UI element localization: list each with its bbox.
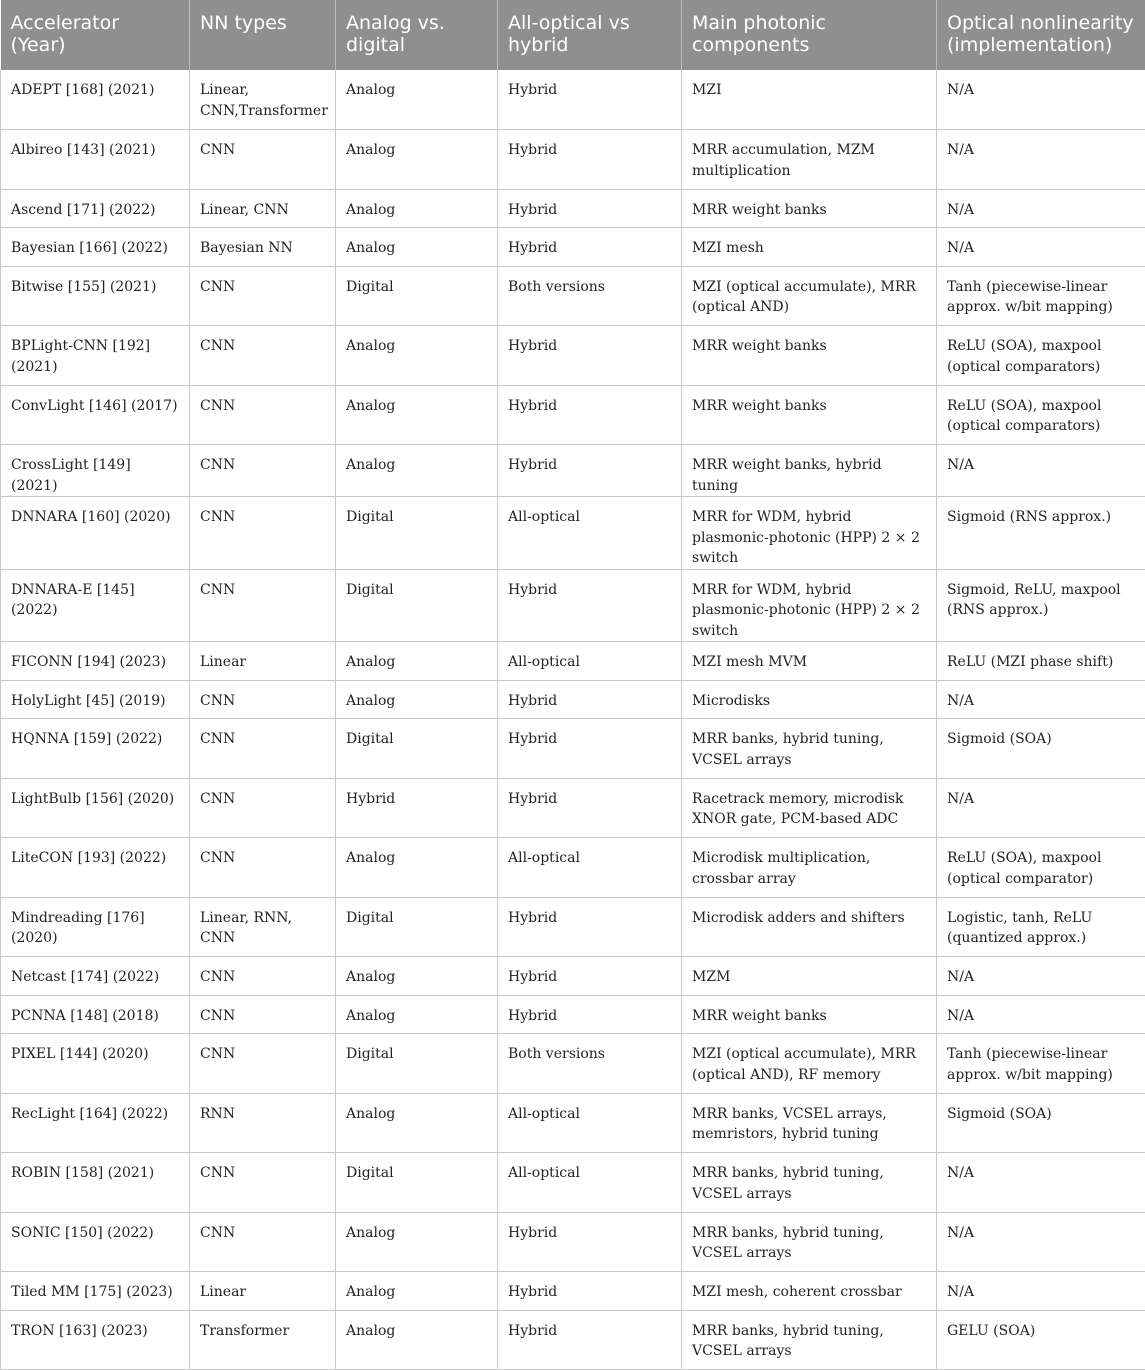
cell-nonlinearity: ReLU (SOA), maxpool (optical comparator): [937, 838, 1145, 898]
cell-analog-digital: Analog: [336, 1093, 498, 1153]
cell-photonic-components: Microdisk multiplication, crossbar array: [682, 838, 937, 898]
table-row: [1, 1093, 1145, 1153]
cell-analog-digital: Analog: [336, 385, 498, 445]
cell-photonic-components: MRR weight banks, hybrid tuning: [682, 445, 937, 497]
cell-nonlinearity: Logistic, tanh, ReLU (quantized approx.): [937, 897, 1145, 957]
cell-analog-digital: Analog: [336, 326, 498, 386]
cell-analog-digital: Digital: [336, 719, 498, 779]
cell-nn-types: Transformer: [190, 1310, 336, 1370]
cell-photonic-components: MZI mesh MVM: [682, 642, 937, 681]
cell-photonic-components: Racetrack memory, microdisk XNOR gate, PCM-based ADC: [682, 778, 937, 838]
cell-photonic-components: MRR for WDM, hybrid plasmonic-photonic (HPP) 2 × 2 switch: [682, 497, 937, 570]
table-row: [1, 1212, 1145, 1272]
cell-analog-digital: Digital: [336, 569, 498, 642]
cell-accelerator: DNNARA-E [145] (2022): [1, 569, 190, 642]
table-row: [1, 189, 1145, 228]
cell-accelerator: DNNARA [160] (2020): [1, 497, 190, 570]
cell-nonlinearity: N/A: [937, 70, 1145, 130]
cell-optical-hybrid: Hybrid: [498, 957, 682, 996]
header-photonic-components: Main photonic components: [682, 0, 937, 70]
cell-nonlinearity: N/A: [937, 1153, 1145, 1213]
cell-optical-hybrid: Hybrid: [498, 1272, 682, 1311]
cell-analog-digital: Analog: [336, 838, 498, 898]
cell-analog-digital: Digital: [336, 497, 498, 570]
cell-analog-digital: Analog: [336, 642, 498, 681]
cell-photonic-components: Microdisk adders and shifters: [682, 897, 937, 957]
cell-accelerator: RecLight [164] (2022): [1, 1093, 190, 1153]
cell-optical-hybrid: Hybrid: [498, 1310, 682, 1370]
cell-analog-digital: Analog: [336, 130, 498, 190]
cell-photonic-components: MRR weight banks: [682, 385, 937, 445]
cell-optical-hybrid: Hybrid: [498, 445, 682, 497]
cell-optical-hybrid: All-optical: [498, 642, 682, 681]
cell-optical-hybrid: Hybrid: [498, 228, 682, 267]
cell-accelerator: PCNNA [148] (2018): [1, 995, 190, 1034]
cell-accelerator: Mindreading [176] (2020): [1, 897, 190, 957]
cell-photonic-components: MRR banks, hybrid tuning, VCSEL arrays: [682, 1212, 937, 1272]
table-row: [1, 719, 1145, 779]
table-row: [1, 642, 1145, 681]
cell-nn-types: CNN: [190, 995, 336, 1034]
cell-accelerator: Albireo [143] (2021): [1, 130, 190, 190]
cell-nonlinearity: GELU (SOA): [937, 1310, 1145, 1370]
cell-nonlinearity: N/A: [937, 228, 1145, 267]
cell-analog-digital: Analog: [336, 189, 498, 228]
cell-photonic-components: MZI mesh, coherent crossbar: [682, 1272, 937, 1311]
cell-analog-digital: Analog: [336, 1212, 498, 1272]
cell-photonic-components: MZI (optical accumulate), MRR (optical AND), RF memory: [682, 1034, 937, 1094]
cell-analog-digital: Analog: [336, 1310, 498, 1370]
cell-accelerator: HQNNA [159] (2022): [1, 719, 190, 779]
cell-nonlinearity: Tanh (piecewise-linear approx. w/bit mapping): [937, 266, 1145, 326]
cell-accelerator: Bayesian [166] (2022): [1, 228, 190, 267]
cell-nn-types: RNN: [190, 1093, 336, 1153]
table-row: [1, 569, 1145, 642]
cell-nonlinearity: N/A: [937, 189, 1145, 228]
table-row: [1, 838, 1145, 898]
cell-optical-hybrid: All-optical: [498, 1153, 682, 1213]
table-row: [1, 1034, 1145, 1094]
table-row: [1, 385, 1145, 445]
cell-accelerator: LiteCON [193] (2022): [1, 838, 190, 898]
header-nonlinearity: Optical nonlinearity (implementation): [937, 0, 1145, 70]
cell-analog-digital: Analog: [336, 1272, 498, 1311]
cell-nn-types: Linear: [190, 642, 336, 681]
cell-accelerator: Tiled MM [175] (2023): [1, 1272, 190, 1311]
header-accelerator: Accelerator (Year): [1, 0, 190, 70]
cell-nn-types: CNN: [190, 130, 336, 190]
table-row: [1, 130, 1145, 190]
cell-photonic-components: MZI mesh: [682, 228, 937, 267]
table-row: [1, 897, 1145, 957]
cell-analog-digital: Digital: [336, 897, 498, 957]
cell-optical-hybrid: Hybrid: [498, 189, 682, 228]
cell-nonlinearity: N/A: [937, 957, 1145, 996]
cell-nn-types: Linear, CNN,Transformer: [190, 70, 336, 130]
cell-optical-hybrid: Hybrid: [498, 897, 682, 957]
cell-nn-types: CNN: [190, 680, 336, 719]
cell-accelerator: Netcast [174] (2022): [1, 957, 190, 996]
cell-nonlinearity: N/A: [937, 1272, 1145, 1311]
cell-optical-hybrid: Both versions: [498, 266, 682, 326]
cell-optical-hybrid: Hybrid: [498, 995, 682, 1034]
cell-nn-types: Linear: [190, 1272, 336, 1311]
cell-nonlinearity: N/A: [937, 130, 1145, 190]
cell-optical-hybrid: All-optical: [498, 497, 682, 570]
cell-optical-hybrid: Hybrid: [498, 680, 682, 719]
cell-photonic-components: Microdisks: [682, 680, 937, 719]
table-header: [1, 0, 1145, 70]
cell-photonic-components: MRR banks, hybrid tuning, VCSEL arrays: [682, 1310, 937, 1370]
table-row: [1, 1310, 1145, 1370]
cell-photonic-components: MRR for WDM, hybrid plasmonic-photonic (HPP) 2 × 2 switch: [682, 569, 937, 642]
cell-analog-digital: Analog: [336, 445, 498, 497]
cell-photonic-components: MZI (optical accumulate), MRR (optical AND): [682, 266, 937, 326]
cell-nonlinearity: ReLU (SOA), maxpool (optical comparators): [937, 326, 1145, 386]
table-row: [1, 326, 1145, 386]
cell-photonic-components: MRR accumulation, MZM multiplication: [682, 130, 937, 190]
cell-optical-hybrid: Hybrid: [498, 130, 682, 190]
cell-nn-types: CNN: [190, 445, 336, 497]
table-row: [1, 1153, 1145, 1213]
cell-nn-types: CNN: [190, 957, 336, 996]
cell-optical-hybrid: Hybrid: [498, 569, 682, 642]
cell-accelerator: Bitwise [155] (2021): [1, 266, 190, 326]
header-analog-digital: Analog vs. digital: [336, 0, 498, 70]
cell-photonic-components: MZI: [682, 70, 937, 130]
table-body: [1, 70, 1145, 1370]
cell-optical-hybrid: Hybrid: [498, 70, 682, 130]
cell-nonlinearity: ReLU (MZI phase shift): [937, 642, 1145, 681]
cell-photonic-components: MRR weight banks: [682, 995, 937, 1034]
cell-optical-hybrid: Hybrid: [498, 326, 682, 386]
table-row: [1, 1272, 1145, 1311]
cell-nn-types: CNN: [190, 326, 336, 386]
table-row: [1, 957, 1145, 996]
cell-photonic-components: MRR banks, VCSEL arrays, memristors, hybrid tuning: [682, 1093, 937, 1153]
cell-nn-types: CNN: [190, 1034, 336, 1094]
cell-nonlinearity: N/A: [937, 445, 1145, 497]
cell-nonlinearity: N/A: [937, 680, 1145, 719]
cell-optical-hybrid: Both versions: [498, 1034, 682, 1094]
cell-accelerator: LightBulb [156] (2020): [1, 778, 190, 838]
table-row: [1, 445, 1145, 497]
cell-nonlinearity: Sigmoid, ReLU, maxpool (RNS approx.): [937, 569, 1145, 642]
cell-nn-types: Linear, CNN: [190, 189, 336, 228]
table-row: [1, 266, 1145, 326]
cell-accelerator: ADEPT [168] (2021): [1, 70, 190, 130]
cell-nn-types: CNN: [190, 569, 336, 642]
cell-analog-digital: Digital: [336, 1034, 498, 1094]
cell-nn-types: Linear, RNN, CNN: [190, 897, 336, 957]
cell-nonlinearity: Sigmoid (RNS approx.): [937, 497, 1145, 570]
table-row: [1, 680, 1145, 719]
cell-accelerator: HolyLight [45] (2019): [1, 680, 190, 719]
cell-nn-types: CNN: [190, 1212, 336, 1272]
cell-analog-digital: Analog: [336, 680, 498, 719]
cell-accelerator: CrossLight [149] (2021): [1, 445, 190, 497]
cell-photonic-components: MRR banks, hybrid tuning, VCSEL arrays: [682, 1153, 937, 1213]
cell-nonlinearity: Tanh (piecewise-linear approx. w/bit mapping): [937, 1034, 1145, 1094]
cell-nonlinearity: N/A: [937, 995, 1145, 1034]
cell-optical-hybrid: Hybrid: [498, 719, 682, 779]
cell-accelerator: TRON [163] (2023): [1, 1310, 190, 1370]
cell-analog-digital: Analog: [336, 228, 498, 267]
cell-accelerator: SONIC [150] (2022): [1, 1212, 190, 1272]
cell-analog-digital: Hybrid: [336, 778, 498, 838]
cell-optical-hybrid: Hybrid: [498, 778, 682, 838]
cell-nn-types: CNN: [190, 266, 336, 326]
cell-photonic-components: MRR weight banks: [682, 326, 937, 386]
cell-nn-types: CNN: [190, 497, 336, 570]
cell-nn-types: CNN: [190, 719, 336, 779]
cell-accelerator: Ascend [171] (2022): [1, 189, 190, 228]
cell-optical-hybrid: Hybrid: [498, 1212, 682, 1272]
cell-photonic-components: MRR banks, hybrid tuning, VCSEL arrays: [682, 719, 937, 779]
table-row: [1, 497, 1145, 570]
table-row: [1, 70, 1145, 130]
cell-accelerator: FICONN [194] (2023): [1, 642, 190, 681]
header-nn-types: NN types: [190, 0, 336, 70]
table-row: [1, 228, 1145, 267]
cell-nonlinearity: Sigmoid (SOA): [937, 1093, 1145, 1153]
cell-photonic-components: MRR weight banks: [682, 189, 937, 228]
cell-optical-hybrid: Hybrid: [498, 385, 682, 445]
header-row: [1, 0, 1145, 70]
header-optical-hybrid: All-optical vs hybrid: [498, 0, 682, 70]
cell-nonlinearity: N/A: [937, 778, 1145, 838]
cell-analog-digital: Analog: [336, 957, 498, 996]
cell-accelerator: ConvLight [146] (2017): [1, 385, 190, 445]
cell-nonlinearity: ReLU (SOA), maxpool (optical comparators): [937, 385, 1145, 445]
cell-analog-digital: Digital: [336, 1153, 498, 1213]
cell-photonic-components: MZM: [682, 957, 937, 996]
table-row: [1, 778, 1145, 838]
table-row: [1, 995, 1145, 1034]
cell-nn-types: CNN: [190, 778, 336, 838]
cell-nn-types: CNN: [190, 385, 336, 445]
cell-analog-digital: Digital: [336, 266, 498, 326]
cell-nonlinearity: N/A: [937, 1212, 1145, 1272]
cell-optical-hybrid: All-optical: [498, 838, 682, 898]
cell-optical-hybrid: All-optical: [498, 1093, 682, 1153]
cell-nn-types: CNN: [190, 838, 336, 898]
cell-nonlinearity: Sigmoid (SOA): [937, 719, 1145, 779]
cell-accelerator: PIXEL [144] (2020): [1, 1034, 190, 1094]
cell-accelerator: ROBIN [158] (2021): [1, 1153, 190, 1213]
cell-analog-digital: Analog: [336, 995, 498, 1034]
cell-nn-types: Bayesian NN: [190, 228, 336, 267]
cell-analog-digital: Analog: [336, 70, 498, 130]
cell-accelerator: BPLight-CNN [192] (2021): [1, 326, 190, 386]
cell-nn-types: CNN: [190, 1153, 336, 1213]
